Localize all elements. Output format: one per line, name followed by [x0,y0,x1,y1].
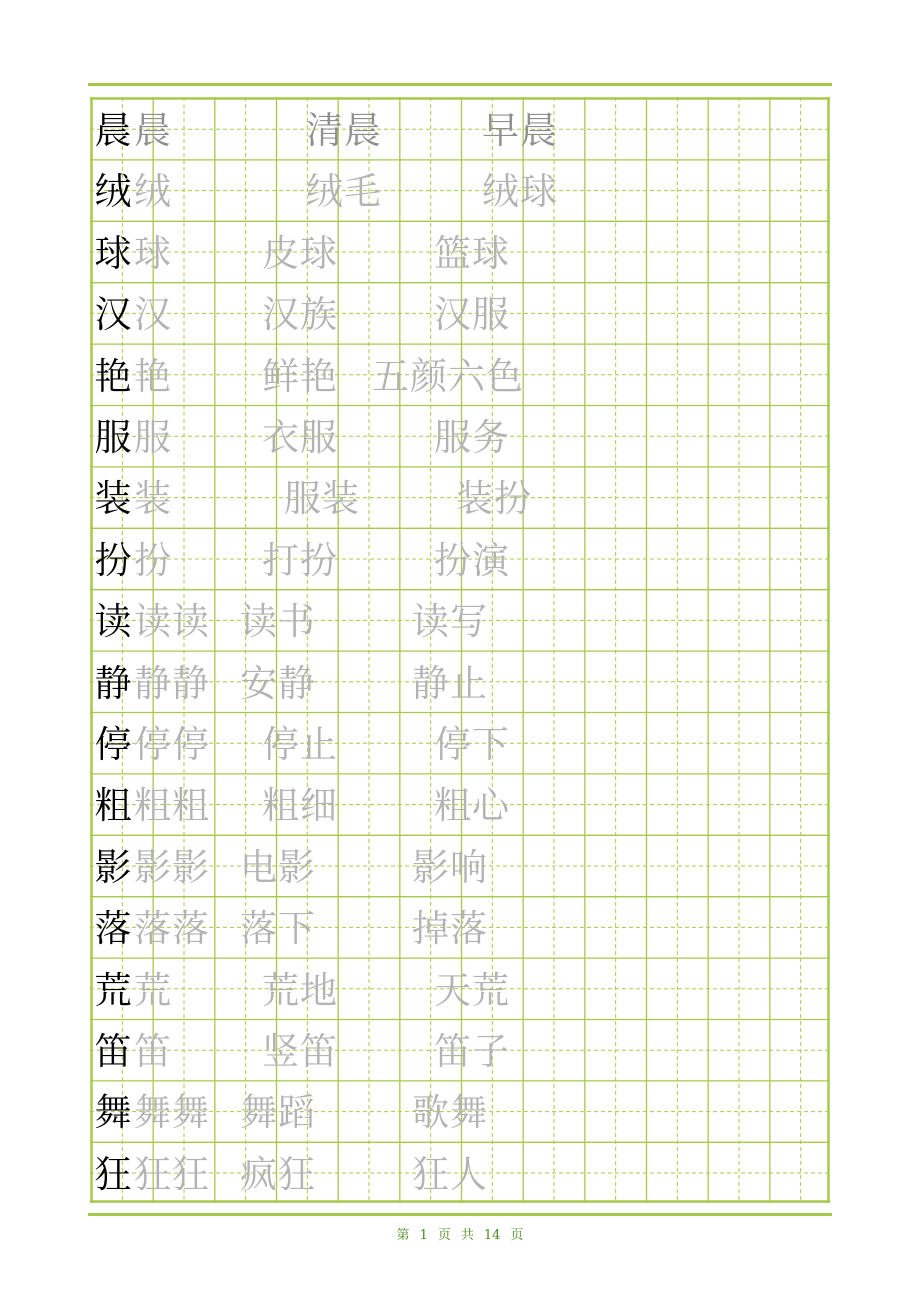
practice-character: 笛 [94,1030,132,1073]
trace-word: 荒地 [262,968,338,1012]
practice-character: 艳 [94,354,132,398]
practice-grid [90,97,830,1203]
footer-page-number: 1 [419,1228,428,1243]
practice-row [90,653,830,715]
practice-row [90,1021,830,1083]
practice-row [90,100,830,162]
trace-word: 绒毛 [306,170,382,214]
trace-word: 衣服 [262,416,338,459]
practice-row [90,284,830,346]
trace-word: 天荒 [434,968,510,1012]
practice-row [90,837,830,899]
trace-word: 扮演 [434,538,510,582]
trace-character: 装 [134,477,172,521]
practice-row [90,407,830,469]
trace-character: 笛 [134,1030,172,1073]
practice-character: 荒 [94,968,132,1012]
trace-word: 疯狂 [240,1152,316,1196]
trace-word: 早晨 [482,109,558,152]
trace-word: 装扮 [456,477,532,521]
trace-word: 读写 [412,600,488,644]
trace-character: 汉 [134,293,172,337]
trace-word: 停下 [434,723,510,766]
top-rule [88,83,832,86]
practice-row [90,960,830,1022]
trace-character: 狂狂 [134,1152,210,1196]
practice-character: 静 [94,661,132,705]
footer-ye2: 页 [510,1228,524,1243]
trace-word: 舞蹈 [240,1091,316,1135]
practice-character: 影 [94,845,132,889]
trace-word: 皮球 [262,231,338,275]
trace-character: 静静 [134,661,210,705]
practice-character: 汉 [94,293,132,337]
trace-word: 服装 [284,477,360,521]
practice-character: 装 [94,477,132,521]
practice-row [90,591,830,653]
trace-word: 竖笛 [262,1030,338,1073]
practice-character: 读 [94,600,132,644]
trace-word: 篮球 [434,231,510,275]
trace-character: 粗粗 [134,784,210,828]
trace-word: 粗心 [434,784,510,828]
practice-row [90,898,830,960]
trace-character: 服 [134,416,172,459]
practice-character: 粗 [94,784,132,828]
trace-character: 影影 [134,845,210,889]
practice-row [90,1082,830,1144]
trace-word: 笛子 [434,1030,510,1073]
trace-word: 电影 [240,845,316,889]
trace-word: 汉族 [262,293,338,337]
trace-word: 掉落 [412,907,488,951]
trace-character: 晨 [134,109,172,152]
bottom-rule [88,1213,832,1216]
practice-character: 停 [94,723,132,766]
trace-word: 打扮 [262,538,338,582]
trace-character: 荒 [134,968,172,1012]
trace-character: 扮 [134,538,172,582]
page-footer [0,1224,920,1243]
trace-word: 歌舞 [412,1091,488,1135]
practice-row [90,775,830,837]
trace-word: 静止 [412,661,488,705]
trace-character: 艳 [134,354,172,398]
trace-character: 停停 [134,723,210,766]
practice-character: 扮 [94,538,132,582]
trace-word: 服务 [434,416,510,459]
trace-character: 球 [134,231,172,275]
footer-gong: 共 [460,1228,474,1243]
trace-word: 绒球 [482,170,558,214]
trace-word: 狂人 [412,1152,488,1196]
trace-character: 绒 [134,170,172,214]
trace-word: 鲜艳 [262,354,338,398]
trace-character: 落落 [134,907,210,951]
trace-word: 五颜六色 [372,354,524,398]
practice-character: 服 [94,416,132,459]
trace-word: 影响 [412,845,488,889]
practice-row [90,468,830,530]
practice-character: 球 [94,231,132,275]
practice-character: 狂 [94,1152,132,1196]
trace-word: 清晨 [306,109,382,152]
footer-di: 第 [396,1228,410,1243]
practice-row [90,530,830,592]
trace-word: 读书 [240,600,316,644]
footer-total-pages: 14 [483,1228,501,1243]
trace-word: 落下 [240,907,316,951]
practice-row [90,223,830,285]
practice-character: 落 [94,907,132,951]
trace-word: 汉服 [434,293,510,337]
practice-row [90,161,830,223]
practice-row [90,346,830,408]
practice-row [90,714,830,776]
practice-row [90,1144,830,1206]
trace-character: 舞舞 [134,1091,210,1135]
practice-character: 舞 [94,1091,132,1135]
trace-character: 读读 [134,600,210,644]
trace-word: 粗细 [262,784,338,828]
trace-word: 停止 [262,723,338,766]
practice-character: 绒 [94,170,132,214]
trace-word: 安静 [240,661,316,705]
practice-character: 晨 [94,109,132,152]
footer-ye: 页 [437,1228,451,1243]
